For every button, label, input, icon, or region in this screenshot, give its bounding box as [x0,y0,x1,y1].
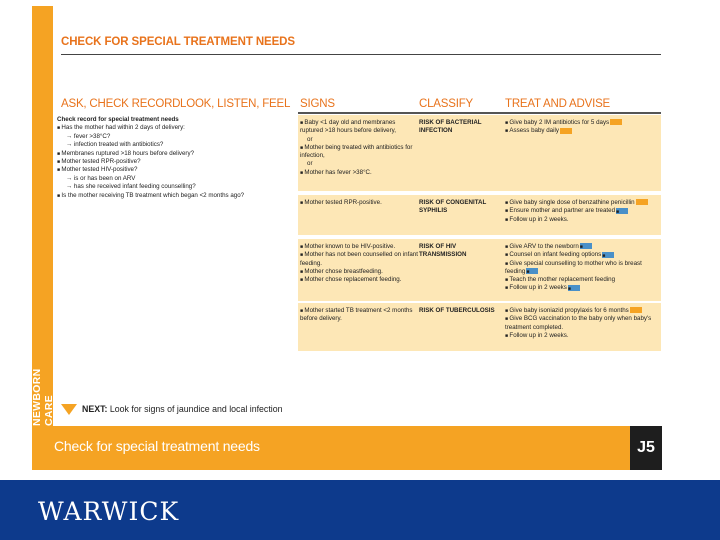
ask-check-record-panel [57,116,297,276]
ask-item: ■ Has the mother had within 2 days of delivery: [57,124,297,132]
classify-cell: RISK OF CONGENITAL SYPHILIS [419,199,487,215]
classify-cell: RISK OF BACTERIAL INFECTION [419,119,482,135]
column-header-ask: ASK, CHECK RECORD [61,98,181,110]
warwick-logo: WARWICK [38,497,180,526]
page-reference-tag [610,119,622,125]
page-reference-tag [630,307,642,313]
treat-cell [505,243,661,293]
sign-item: ■ Mother chose breastfeeding. [300,268,418,276]
row-bacterial-infection [298,115,661,191]
treat-item: ■ Give special counselling to mother who is breast feeding■ [505,260,661,277]
treat-item: ■ Give baby 2 IM antibiotics for 5 days [505,119,661,127]
header-divider [298,112,661,114]
treat-item: ■ Counsel on infant feeding options■ [505,251,661,259]
sign-connector: or [307,135,313,143]
treat-item: ■ Give baby isoniazid propylaxis for 6 months [505,307,661,315]
page-reference-tag [526,268,538,274]
classify-cell: RISK OF TUBERCULOSIS [419,307,495,314]
sign-item: ■ Mother started TB treatment <2 months before delivery. [300,307,418,324]
row-tuberculosis [298,303,661,351]
ask-subitem: → is or has been on ARV [66,174,136,182]
signs-cell [300,307,418,324]
treat-item: ■ Give BCG vaccination to the baby only when baby's treatment completed. [505,315,661,332]
column-header-treat: TREAT AND ADVISE [505,98,611,110]
ask-subitem: → fever >38°C? [66,132,111,140]
next-arrow-icon [61,404,77,415]
treat-cell [505,119,661,136]
treat-item: ■ Teach the mother replacement feeding [505,276,661,284]
treat-item: ■ Follow up in 2 weeks. [505,332,661,340]
sign-item: ■ Mother chose replacement feeding. [300,276,418,284]
manual-page [32,6,662,470]
ask-item: ■ Mother tested RPR-positive? [57,158,297,166]
page-reference-tag [568,285,580,291]
sign-item: ■ Mother being treated with antibiotics for infection, [300,144,418,161]
sidebar-label: NEWBORN CARE [31,368,55,426]
treat-cell [505,199,661,224]
signs-cell [300,199,418,207]
row-congenital-syphilis [298,195,661,235]
classify-cell: RISK OF HIV TRANSMISSION [419,243,467,259]
ask-subitem: → infection treated with antibiotics? [66,141,164,149]
column-header-classify: CLASSIFY [419,98,474,110]
ask-item: ■ Is the mother receiving TB treatment which began <2 months ago? [57,192,297,200]
treat-item: ■ Give baby single dose of benzathine penicillin [505,199,661,207]
page-title: CHECK FOR SPECIAL TREATMENT NEEDS [61,36,295,48]
ask-subitem: → has she received infant feeding counselling? [66,183,196,191]
footer-title: Check for special treatment needs [54,438,260,454]
treat-item: ■ Follow up in 2 weeks■ [505,284,661,292]
page-reference-tag [616,208,628,214]
treat-item: ■ Follow up in 2 weeks. [505,216,661,224]
signs-cell [300,119,418,177]
treat-item: ■ Ensure mother and partner are treated■ [505,207,661,215]
ask-title: Check record for special treatment needs [57,116,179,123]
page-reference-tag [580,243,592,249]
sign-item: ■ Mother has not been counselled on infant feeding. [300,251,418,268]
ask-item: ■ Mother tested HIV-positive? [57,166,297,174]
row-hiv-transmission [298,239,661,301]
treat-item: ■ Give ARV to the newborn■ [505,243,661,251]
title-divider [61,54,661,55]
sign-item: ■ Mother tested RPR-positive. [300,199,418,207]
column-header-signs: SIGNS [300,98,335,110]
sign-item: ■ Mother known to be HIV-positive. [300,243,418,251]
sign-connector: or [307,160,313,168]
treat-item: ■ Assess baby daily [505,127,661,135]
sign-item: ■ Mother has fever >38°C. [300,169,418,177]
column-header-look: LOOK, LISTEN, FEEL [180,98,291,110]
page-reference-tag [602,252,614,258]
signs-cell [300,243,418,284]
sign-item: ■ Baby <1 day old and membranes ruptured >18 hours before delivery, [300,119,418,136]
page-reference-tag [560,128,572,134]
page-reference-tag [636,199,648,205]
page-code-badge: J5 [630,426,662,470]
next-step-note: NEXT: Look for signs of jaundice and local infection [82,404,283,414]
ask-item: ■ Membranes ruptured >18 hours before delivery? [57,150,297,158]
treat-cell [505,307,661,340]
